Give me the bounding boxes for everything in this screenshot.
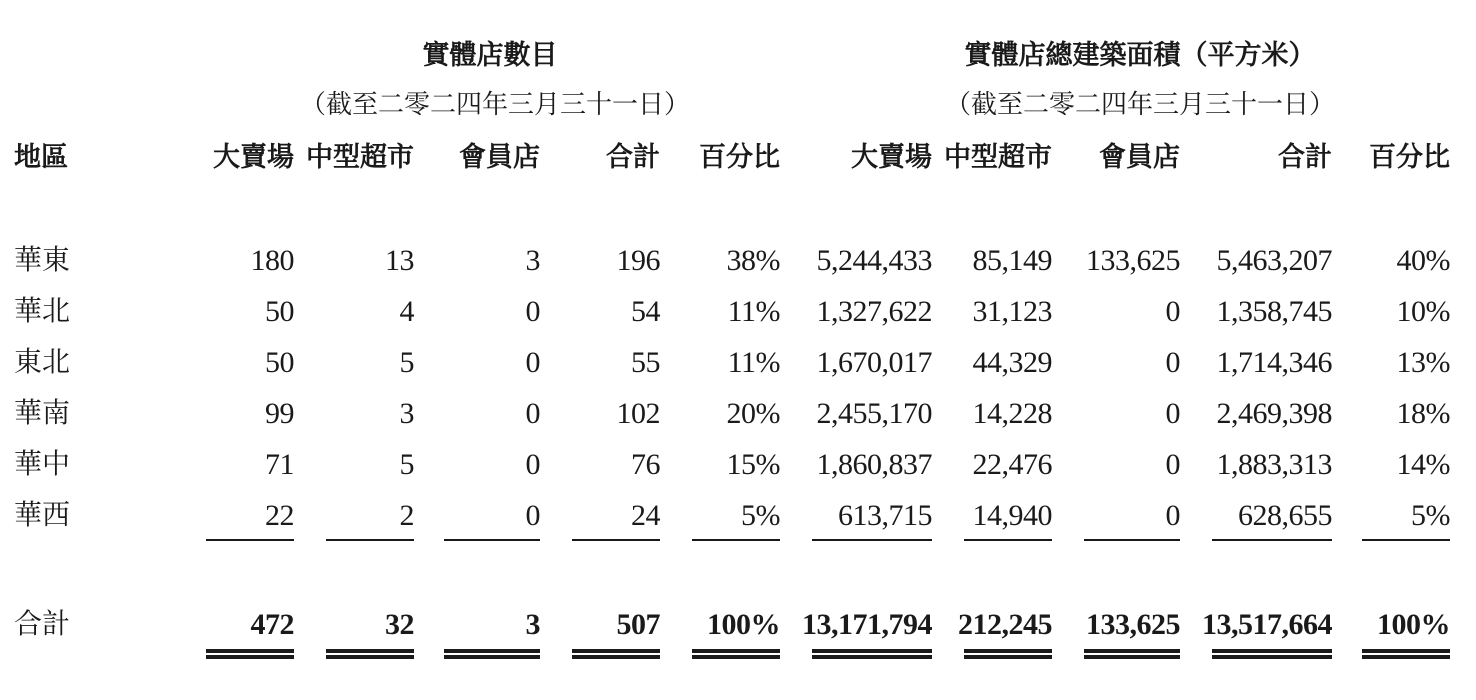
area-supermarket-cell: 31,123: [972, 295, 1052, 328]
area-total-cell: 2,469,398: [1216, 397, 1332, 430]
count-supermarket-cell: 4: [399, 295, 414, 328]
total-double-rule: [326, 649, 414, 659]
area-member-store-cell: 0: [1165, 397, 1180, 430]
count-percentage-cell: 11%: [727, 346, 780, 379]
area-supermarket-cell: 22,476: [972, 448, 1052, 481]
count-total-cell: 102: [616, 397, 660, 430]
count-hypermarket-cell: 22: [265, 499, 294, 532]
total-double-rule: [812, 649, 932, 659]
area-member-store-cell: 0: [1165, 499, 1180, 532]
total-double-rule: [964, 649, 1052, 659]
total-count-member-store: 3: [525, 608, 540, 641]
column-header-area-hypermarket: 大賣場: [851, 142, 932, 173]
subtotal-rule: [812, 539, 932, 541]
area-percentage-cell: 5%: [1411, 499, 1450, 532]
area-hypermarket-cell: 613,715: [838, 499, 932, 532]
total-double-rule: [692, 649, 780, 659]
count-percentage-cell: 38%: [726, 244, 780, 277]
total-area-total: 13,517,664: [1202, 608, 1332, 641]
count-supermarket-cell: 5: [399, 346, 414, 379]
total-double-rule: [1212, 649, 1332, 659]
count-percentage-cell: 15%: [726, 448, 780, 481]
column-header-count-total: 合計: [606, 142, 660, 173]
subtotal-rule: [326, 539, 414, 541]
count-percentage-cell: 5%: [741, 499, 780, 532]
column-header-count-hypermarket: 大賣場: [213, 142, 294, 173]
count-hypermarket-cell: 71: [265, 448, 294, 481]
subtotal-rule: [572, 539, 660, 541]
row-region-label: 華中: [14, 447, 71, 480]
count-hypermarket-cell: 50: [265, 346, 294, 379]
total-count-supermarket: 32: [385, 608, 414, 641]
count-member-store-cell: 0: [525, 499, 540, 532]
count-member-store-cell: 0: [525, 346, 540, 379]
column-header-area-total: 合計: [1278, 142, 1332, 173]
total-double-rule: [1084, 649, 1180, 659]
total-double-rule: [444, 649, 540, 659]
total-count-hypermarket: 472: [250, 608, 294, 641]
count-percentage-cell: 20%: [726, 397, 780, 430]
area-hypermarket-cell: 1,670,017: [816, 346, 932, 379]
count-total-cell: 24: [631, 499, 660, 532]
column-header-area-member-store: 會員店: [1099, 142, 1180, 173]
total-area-supermarket: 212,245: [958, 608, 1052, 641]
store-count-date-header: （截至二零二四年三月三十一日）: [300, 90, 691, 120]
count-total-cell: 196: [616, 244, 660, 277]
area-member-store-cell: 0: [1165, 295, 1180, 328]
row-region-label: 東北: [14, 345, 71, 378]
subtotal-rule: [1212, 539, 1332, 541]
store-count-header: 實體店數目: [422, 40, 558, 71]
row-region-label: 華西: [14, 498, 71, 531]
total-count-total: 507: [616, 608, 660, 641]
area-supermarket-cell: 85,149: [972, 244, 1052, 277]
count-total-cell: 76: [631, 448, 660, 481]
subtotal-rule: [1362, 539, 1450, 541]
column-header-count-supermarket: 中型超市: [306, 142, 414, 173]
subtotal-rule: [206, 539, 294, 541]
subtotal-rule: [1084, 539, 1180, 541]
store-area-date-header: （截至二零二四年三月三十一日）: [944, 90, 1335, 120]
area-percentage-cell: 13%: [1396, 346, 1450, 379]
total-double-rule: [206, 649, 294, 659]
area-member-store-cell: 0: [1165, 448, 1180, 481]
count-supermarket-cell: 13: [385, 244, 414, 277]
area-hypermarket-cell: 1,327,622: [816, 295, 932, 328]
column-header-region: 地區: [14, 142, 68, 173]
count-member-store-cell: 3: [525, 244, 540, 277]
row-region-label: 華北: [14, 294, 71, 327]
area-hypermarket-cell: 5,244,433: [816, 244, 932, 277]
count-hypermarket-cell: 180: [250, 244, 294, 277]
count-total-cell: 55: [631, 346, 660, 379]
area-total-cell: 1,714,346: [1216, 346, 1332, 379]
row-region-label: 華東: [14, 243, 71, 276]
area-percentage-cell: 40%: [1396, 244, 1450, 277]
area-total-cell: 1,358,745: [1216, 295, 1332, 328]
column-header-count-percentage: 百分比: [699, 142, 780, 173]
area-total-cell: 5,463,207: [1216, 244, 1332, 277]
area-member-store-cell: 0: [1165, 346, 1180, 379]
total-area-hypermarket: 13,171,794: [802, 608, 932, 641]
subtotal-rule: [692, 539, 780, 541]
area-hypermarket-cell: 1,860,837: [816, 448, 932, 481]
area-total-cell: 1,883,313: [1216, 448, 1332, 481]
column-header-area-supermarket: 中型超市: [944, 142, 1052, 173]
count-member-store-cell: 0: [525, 295, 540, 328]
area-member-store-cell: 133,625: [1086, 244, 1180, 277]
total-area-member-store: 133,625: [1086, 608, 1180, 641]
count-hypermarket-cell: 50: [265, 295, 294, 328]
column-header-area-percentage: 百分比: [1369, 142, 1450, 173]
subtotal-rule: [444, 539, 540, 541]
total-row-label: 合計: [14, 607, 71, 640]
count-percentage-cell: 11%: [727, 295, 780, 328]
area-supermarket-cell: 14,228: [972, 397, 1052, 430]
count-hypermarket-cell: 99: [265, 397, 294, 430]
total-double-rule: [1362, 649, 1450, 659]
area-percentage-cell: 14%: [1396, 448, 1450, 481]
area-percentage-cell: 10%: [1396, 295, 1450, 328]
area-total-cell: 628,655: [1238, 499, 1332, 532]
total-double-rule: [572, 649, 660, 659]
area-percentage-cell: 18%: [1396, 397, 1450, 430]
area-hypermarket-cell: 2,455,170: [816, 397, 932, 430]
area-supermarket-cell: 14,940: [972, 499, 1052, 532]
count-supermarket-cell: 3: [399, 397, 414, 430]
row-region-label: 華南: [14, 396, 71, 429]
count-member-store-cell: 0: [525, 448, 540, 481]
count-supermarket-cell: 2: [399, 499, 414, 532]
count-total-cell: 54: [631, 295, 660, 328]
total-area-percentage: 100%: [1377, 608, 1450, 641]
count-member-store-cell: 0: [525, 397, 540, 430]
area-supermarket-cell: 44,329: [972, 346, 1052, 379]
total-count-percentage: 100%: [707, 608, 780, 641]
column-header-count-member-store: 會員店: [459, 142, 540, 173]
store-area-header: 實體店總建築面積（平方米）: [964, 40, 1316, 71]
subtotal-rule: [964, 539, 1052, 541]
count-supermarket-cell: 5: [399, 448, 414, 481]
